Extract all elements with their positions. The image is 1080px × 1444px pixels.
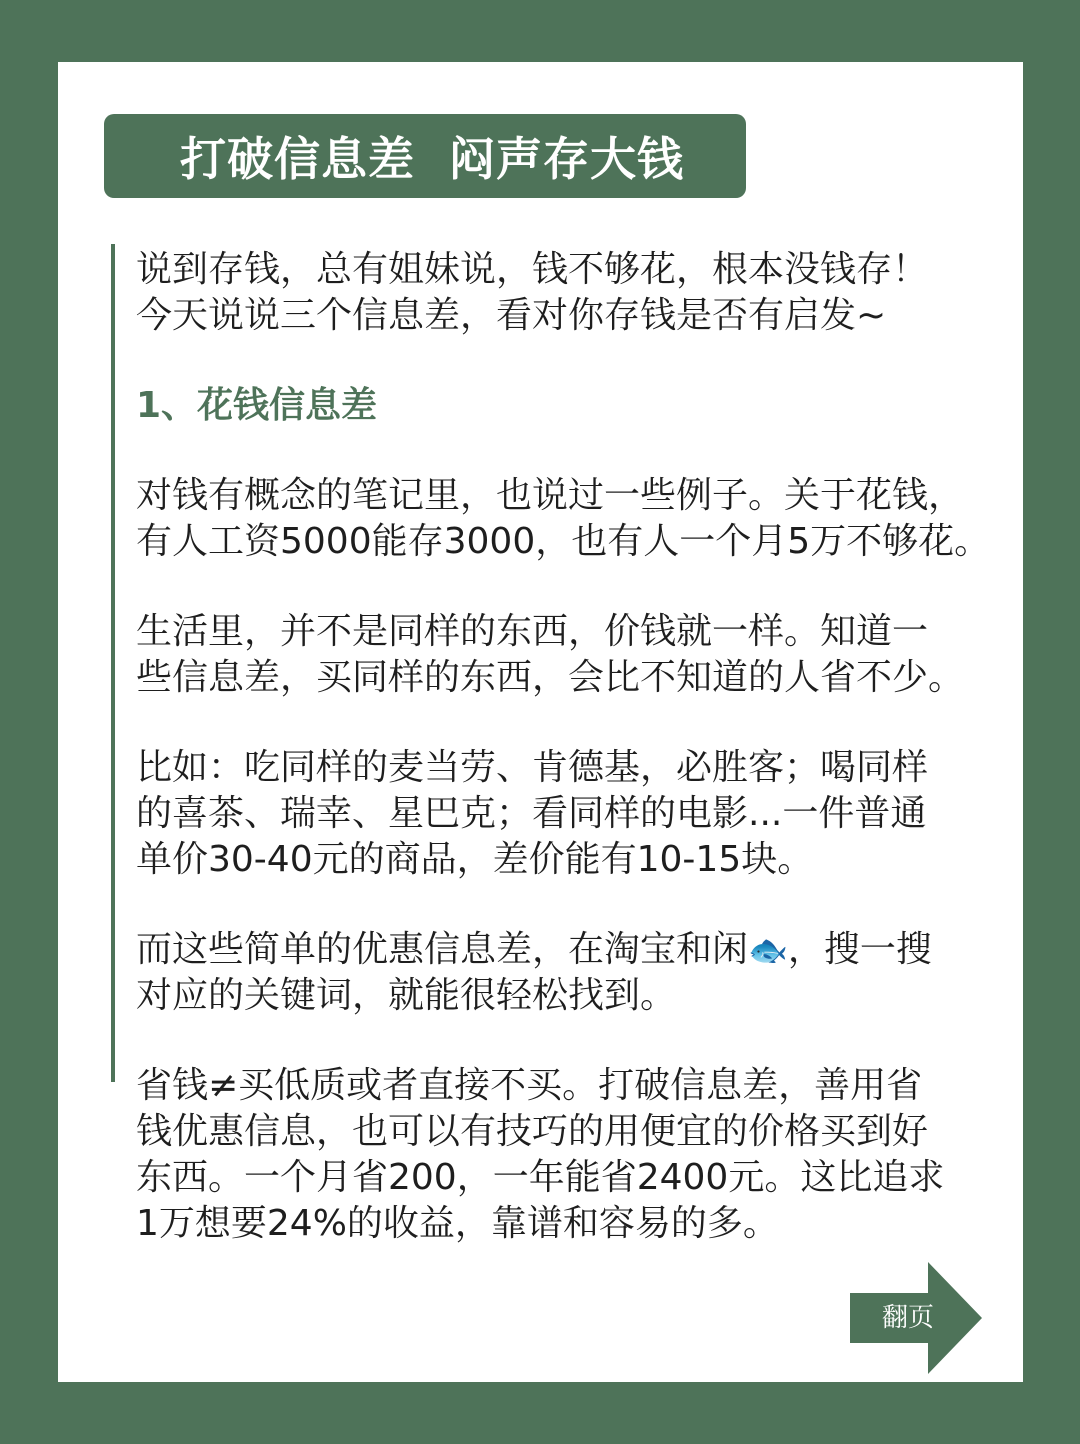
paragraph-line: 1万想要24%的收益，靠谱和容易的多。 (136, 1203, 779, 1244)
paragraph-line: ，搜一搜 (787, 929, 932, 970)
paragraph-line: 些信息差，买同样的东西，会比不知道的人省不少。 (136, 657, 965, 698)
fish-icon: 🐟 (748, 931, 788, 969)
paragraph-line: 生活里，并不是同样的东西，价钱就一样。知道一 (136, 611, 929, 652)
paragraph (136, 609, 1006, 701)
paragraph-line: 单价30-40元的商品，差价能有10-15块。 (136, 839, 814, 880)
intro-line: 说到存钱，总有姐妹说，钱不够花，根本没钱存！ (136, 249, 929, 290)
intro-line: 今天说说三个信息差，看对你存钱是否有启发~ (136, 295, 887, 336)
article-body (136, 247, 1006, 1247)
paragraph-line: 而这些简单的优惠信息差，在淘宝和闲 (136, 929, 749, 970)
paragraph-line: 对应的关键词，就能很轻松找到。 (136, 975, 677, 1016)
paragraph-line: 有人工资5000能存3000，也有人一个月5万不够花。 (136, 521, 991, 562)
section-heading: 1、花钱信息差 (136, 385, 378, 426)
paragraph (136, 1063, 1006, 1247)
left-accent-rule (111, 244, 115, 1082)
content-card (58, 62, 1023, 1382)
intro-paragraph (136, 247, 1006, 339)
paragraph-line: 钱优惠信息，也可以有技巧的用便宜的价格买到好 (136, 1111, 929, 1152)
next-page-button[interactable] (850, 1262, 982, 1374)
title-banner (104, 114, 746, 198)
paragraph-line: 对钱有概念的笔记里，也说过一些例子。关于花钱， (136, 475, 965, 516)
paragraph (136, 927, 1006, 1019)
paragraph-line: 省钱≠买低质或者直接不买。打破信息差，善用省 (136, 1065, 923, 1106)
paragraph (136, 473, 1006, 565)
page-title: 打破信息差 闷声存大钱 (180, 132, 685, 186)
paragraph (136, 745, 1006, 883)
paragraph-line: 东西。一个月省200，一年能省2400元。这比追求 (136, 1157, 945, 1198)
paragraph-line: 比如：吃同样的麦当劳、肯德基，必胜客；喝同样 (136, 747, 929, 788)
next-page-label: 翻页 (881, 1303, 934, 1333)
paragraph-line: 的喜茶、瑞幸、星巴克；看同样的电影...一件普通 (136, 793, 927, 834)
